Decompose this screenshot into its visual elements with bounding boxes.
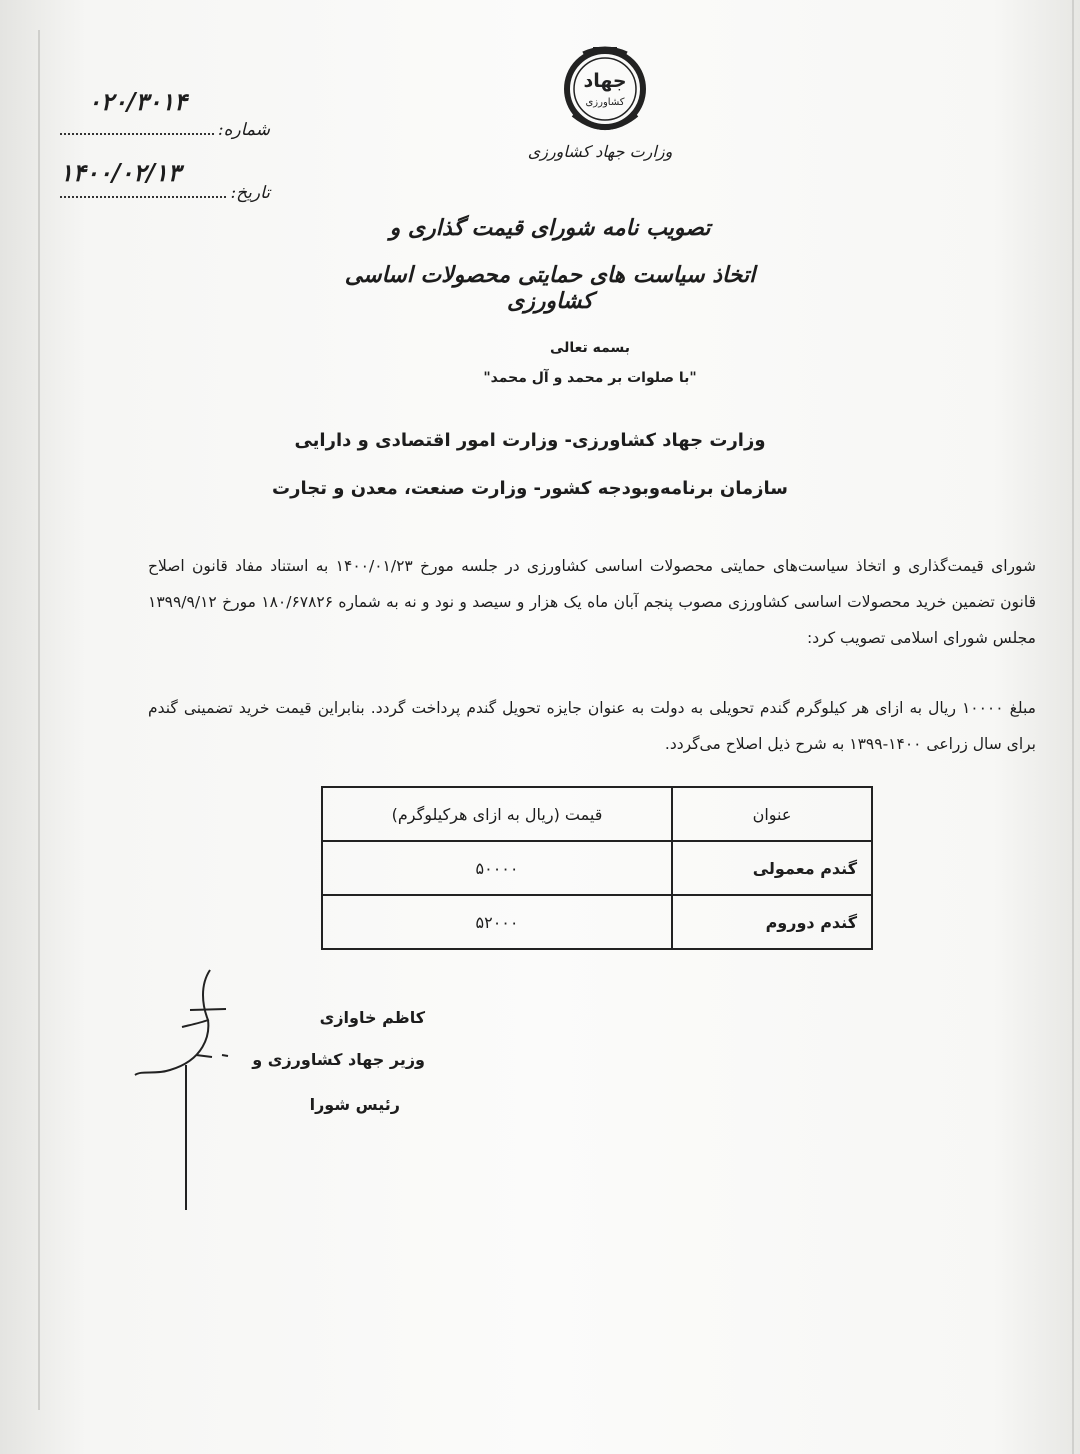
addressee-line2: سازمان برنامه‌وبودجه کشور- وزارت صنعت، معدن و تجارت [272,478,788,499]
table-row [322,841,872,895]
signatory-name: کاظم خاوازی [319,1008,425,1027]
date-label: تاریخ: [230,183,270,203]
number-value: ۰۲۰/۳۰۱۴ [88,87,187,116]
number-label: شماره: [217,120,270,140]
date-value: ۱۴۰۰/۰۲/۱۳ [60,158,181,187]
price-table [321,786,873,950]
handwritten-signature [130,965,250,1215]
page-fold-line [38,30,40,1410]
table-cell-price: ۵۲۰۰۰ [322,895,672,949]
svg-text:کشاورزی: کشاورزی [585,97,625,108]
document-title-line2: اتخاذ سیاست های حمایتی محصولات اساسی کشاورزی [344,262,756,314]
ministry-caption: وزارت جهاد کشاورزی [527,142,673,161]
addressee-line1: وزارت جهاد کشاورزی- وزارت امور اقتصادی و دارایی [294,430,766,451]
bismillah: بسمه تعالی [549,340,631,356]
letter-date [60,158,270,203]
body-paragraph-1: شورای قیمت‌گذاری و اتخاذ سیاست‌های حمایتی محصولات اساسی کشاورزی در جلسه مورخ ۱۴۰۰/۰۱/۲۳ به استناد مفاد قانون اصلاح قانون تضمین خرید محصولات اساسی کشاورزی مصوب پنجم آبان ماه یک هزار و سیصد و نود و نه به شماره ۱۸۰/۶۷۸۲۶ مورخ ۱۳۹۹/۹/۱۲ مجلس شورای اسلامی تصویب کرد: [148,557,1037,647]
signatory-title-line2: رئیس شورا [309,1095,400,1114]
svg-text:جهاد: جهاد [583,70,627,92]
ministry-logo-icon [553,45,657,141]
table-header-price: قیمت (ریال به ازای هرکیلوگرم) [322,787,672,841]
salawat: "با صلوات بر محمد و آل محمد" [483,370,697,386]
table-cell-price: ۵۰۰۰۰ [322,841,672,895]
signatory-title-line1: وزیر جهاد کشاورزی و [252,1050,425,1069]
number-dots [60,115,214,135]
table-row [322,895,872,949]
table-cell-name: گندم معمولی [672,841,872,895]
table-header-row [322,787,872,841]
body-paragraph-2: مبلغ ۱۰۰۰۰ ریال به ازای هر کیلوگرم گندم تحویلی به دولت به عنوان جایزه تحویل گندم پرداخت گردد. بنابراین قیمت خرید تضمینی گندم برای سال زراعی ۱۴۰۰-۱۳۹۹ به شرح ذیل اصلاح می‌گردد. [148,699,1036,753]
letter-number [60,87,270,140]
table-header-name: عنوان [672,787,872,841]
table-cell-name: گندم دوروم [672,895,872,949]
page-edge-line [1072,0,1074,1454]
document-title-line1: تصویب نامه شورای قیمت گذاری و [389,215,711,241]
